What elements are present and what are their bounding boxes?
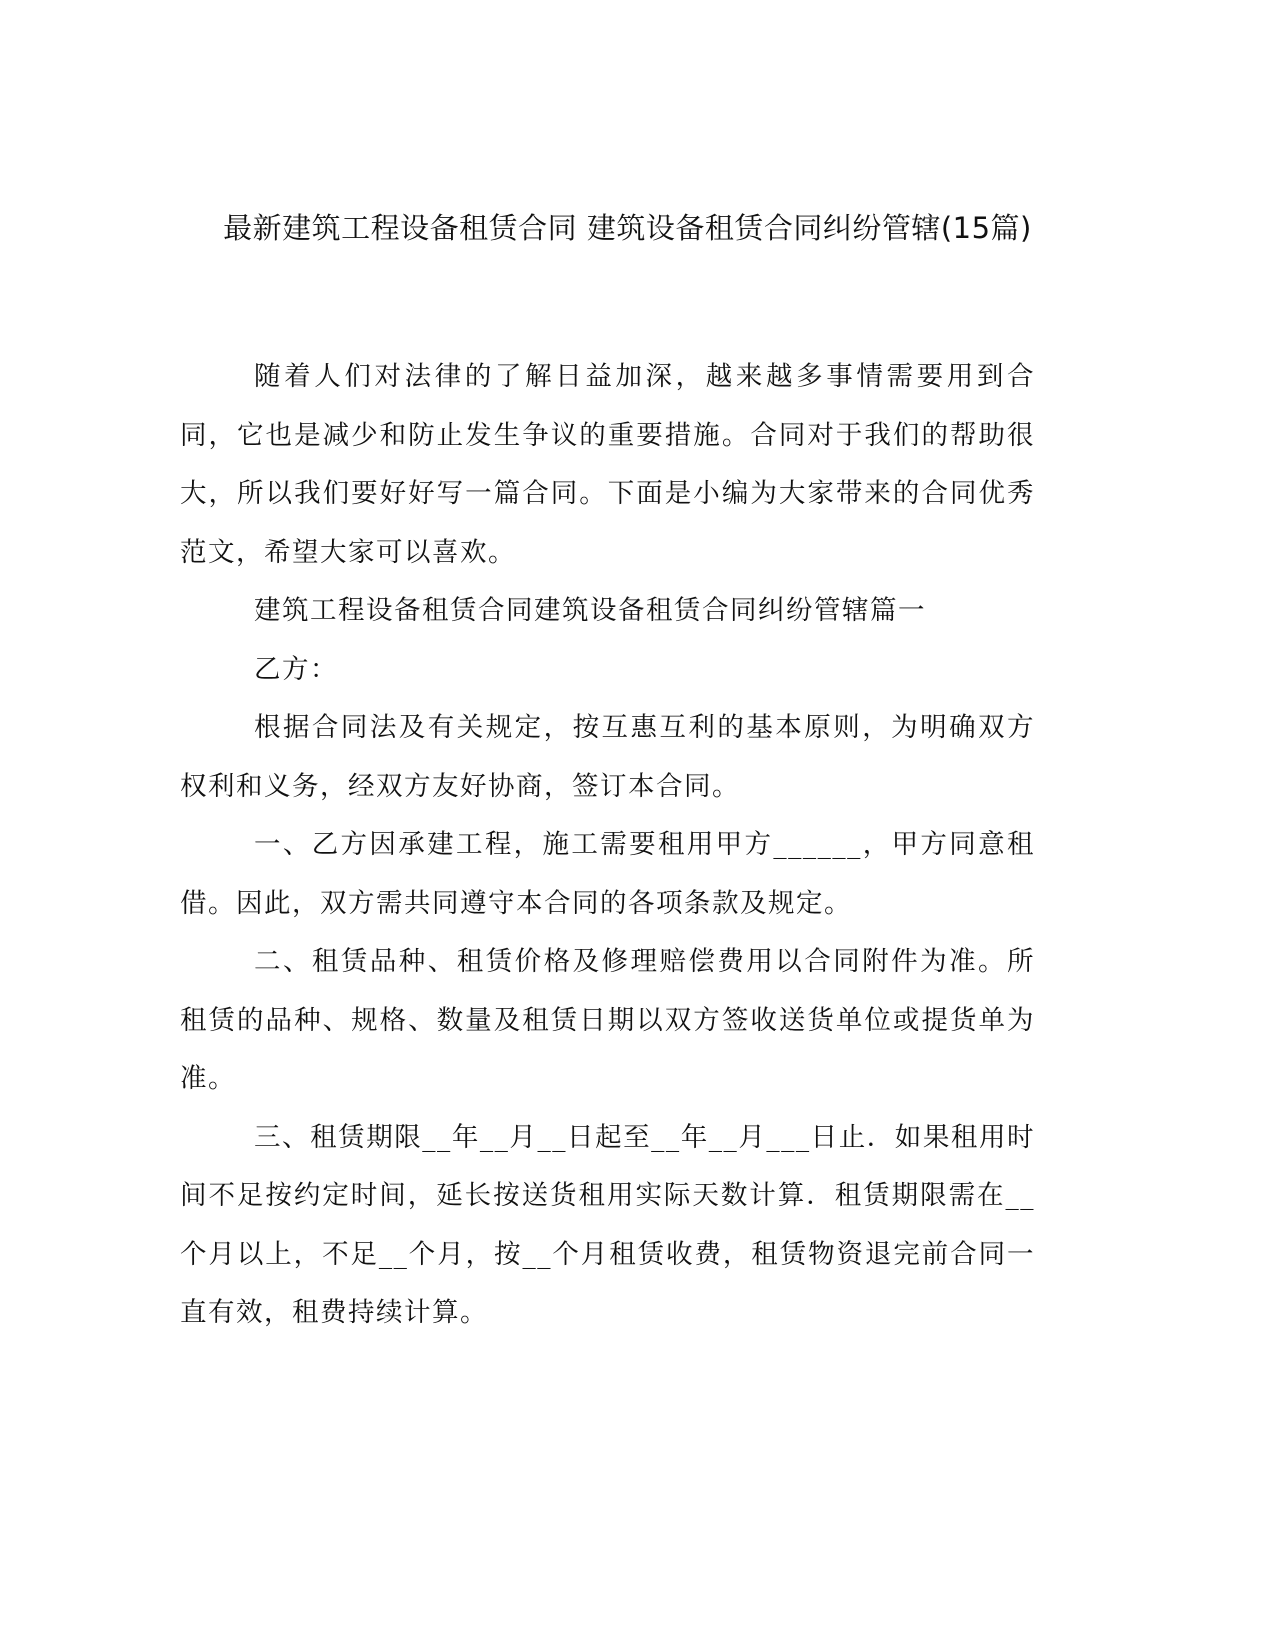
paragraph-clause-2: 二、租赁品种、租赁价格及修理赔偿费用以合同附件为准。所租赁的品种、规格、数量及租赁日期以双方签收送货单位或提货单为准。	[180, 946, 1035, 1094]
paragraph-intro: 随着人们对法律的了解日益加深，越来越多事情需要用到合同，它也是减少和防止发生争议的重要措施。合同对于我们的帮助很大，所以我们要好好写一篇合同。下面是小编为大家带来的合同优秀范文，希望大家可以喜欢。	[180, 361, 1035, 568]
paragraph-party-b: 乙方：	[254, 653, 338, 685]
paragraph-clause-3: 三、租赁期限__年__月__日起至__年__月___日止．如果租用时间不足按约定时间，延长按送货租用实际天数计算．租赁期限需在__个月以上，不足__个月，按__个月租赁收费，租赁物资退完前合同一直有效，租费持续计算。	[180, 1121, 1035, 1328]
document-title: 最新建筑工程设备租赁合同 建筑设备租赁合同纠纷管辖(15篇)	[223, 211, 1032, 245]
paragraph-clause-1: 一、乙方因承建工程，施工需要租用甲方______，甲方同意租借。因此，双方需共同遵守本合同的各项条款及规定。	[180, 829, 1035, 919]
paragraph-section-heading: 建筑工程设备租赁合同建筑设备租赁合同纠纷管辖篇一	[254, 595, 926, 626]
document-body	[180, 348, 1035, 1343]
paragraph-basis: 根据合同法及有关规定，按互惠互利的基本原则，为明确双方权利和义务，经双方友好协商，签订本合同。	[180, 712, 1035, 802]
